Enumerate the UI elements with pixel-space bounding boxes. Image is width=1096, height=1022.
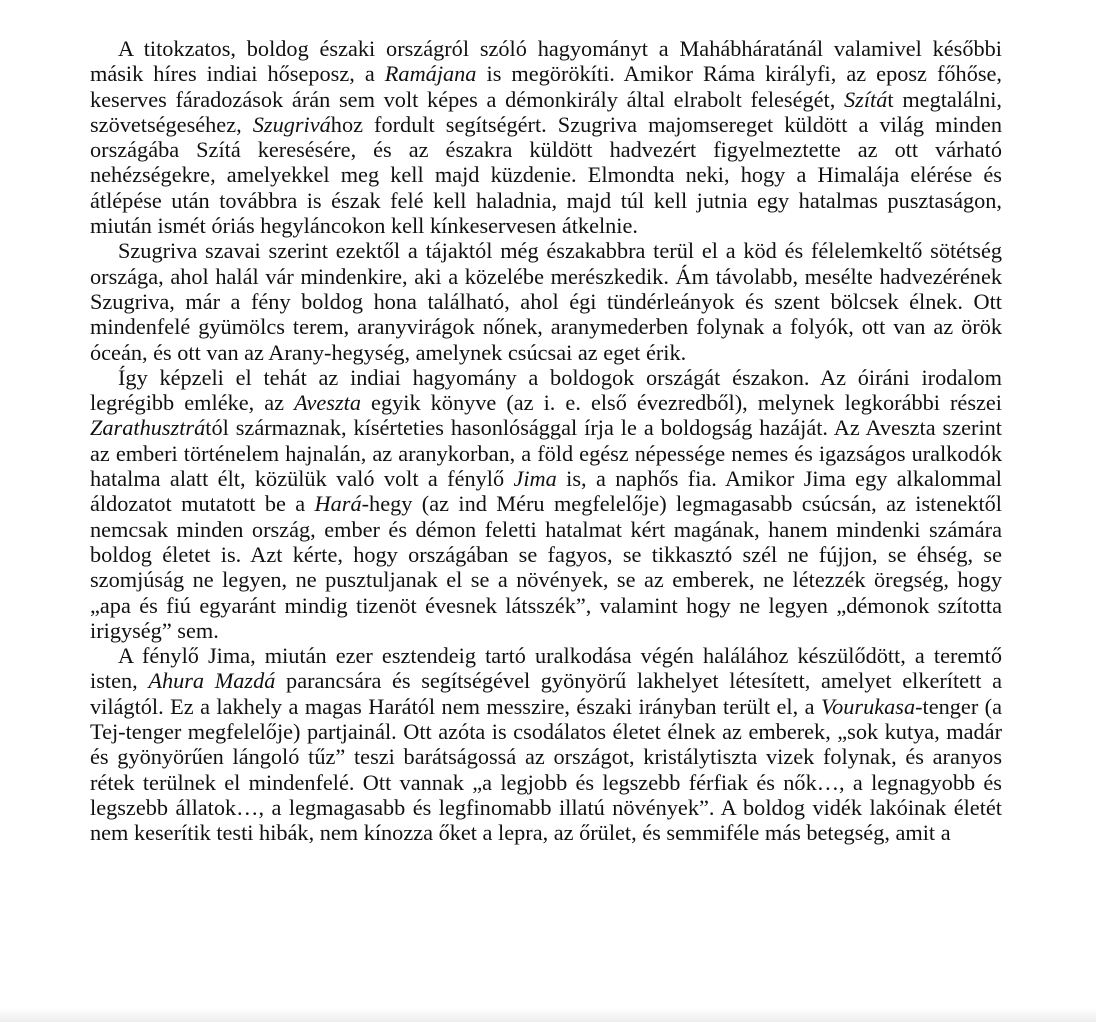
text-run: t megtalálni, szövetségeséhez, (90, 86, 1003, 137)
text-run: -hegy (az ind Méru megfelelője) legmagasabb csúcsán, az istenektől nemcsak minden ország, ember és démon feletti hatalmat kért magának, hanem mindenki számára boldog életet is. Azt kérte, hogy országában se fagyos, se tikkasztó szél ne fújjon, se éhség, se szomjúság ne legyen, ne pusztuljanak el se a növények, se az emberek, ne létezzék öregség, hogy „apa és fiú egyaránt mindig tizenöt évesnek látsszék”, valamint hogy ne legyen „démonok szította irigység” sem. (90, 491, 1002, 643)
italic-text-run: Ahura Mazdá (148, 668, 276, 694)
text-run: A titokzatos, boldog északi országról szóló hagyományt a Mahábháratánál valamivel későbbi másik híres indiai hőseposz, a (90, 36, 1002, 87)
text-run: parancsára és segítségével gyönyörű lakhelyet létesített, amelyet elkerített a világtól. Ez a lakhely a magas Harától nem messzire, északi irányban terült el, a (90, 668, 1002, 719)
text-run: Így képzeli el tehát az indiai hagyomány a boldogok országát északon. Az óiráni irodalom legrégibb emléke, az (90, 364, 1002, 416)
paragraph (90, 36, 1002, 238)
page-bottom-edge (0, 1008, 1096, 1022)
italic-text-run: Aveszta (294, 390, 361, 416)
italic-text-run: Vourukasa (820, 693, 916, 719)
text-run: tól származnak, kísérteties hasonlósággal írja le a boldogság hazáját. Az Aveszta szerint az emberi történelem hajnalán, az aranykorban, a föld egész népessége nemes és igazságos uralkodók hatalma alatt élt, közülük való volt a fénylő (90, 415, 1002, 492)
text-run: is, a naphős fia. Amikor Jima egy alkalommal áldozatot mutatott be a (90, 466, 1002, 517)
text-run: Szugriva szavai szerint ezektől a tájaktól még északabbra terül el a köd és félelemkeltő sötétség országa, ahol halál vár mindenkire, aki a közelébe merészkedik. Ám távolabb, mesélte hadvezérének Szugriva, már a fény boldog hona található, ahol égi tündérleányok és szent bölcsek élnek. Ott mindenfelé gyümölcs terem, aranyvirágok nőnek, aranymederben folynak a folyók, ott van az örök óceán, és ott van az Arany-hegység, amelynek csúcsai az eget érik. (90, 238, 1002, 365)
italic-text-run: Szugrivá (252, 111, 331, 137)
italic-text-run: Zarathusztrá (90, 415, 206, 441)
italic-text-run: Jima (513, 466, 557, 492)
paragraph (90, 643, 1002, 845)
text-run: egyik könyve (az i. e. első évezredből), melynek legkorábbi részei (361, 390, 1002, 416)
italic-text-run: Hará (314, 491, 362, 517)
paragraph (90, 238, 1002, 364)
italic-text-run: Ramájana (384, 61, 477, 87)
text-run: A fénylő Jima, miután ezer esztendeig tartó uralkodása végén halálához készülődött, a teremtő isten, (90, 643, 1002, 694)
text-run: hoz fordult segítségért. Szugriva majomsereget küldött a világ minden országába Szítá keresésére, és az északra küldött hadvezért figyelmeztette az ott várható nehézségekre, amelyekkel meg kell majd küzdenie. Elmondta neki, hogy a Himalája elérése és átlépése után továbbra is észak felé kell haladnia, majd túl kell jutnia egy hatalmas pusztaságon, miután ismét óriás hegyláncokon kell kínkeservesen átkelnie. (90, 111, 1002, 239)
italic-text-run: Szítá (844, 86, 888, 112)
text-run: is megörökíti. Amikor Ráma királyfi, az eposz főhőse, keserves fáradozások árán sem volt képes a démonkirály által elrabolt feleségét, (90, 61, 1002, 112)
document-page (90, 36, 1002, 846)
text-run: -tenger (a Tej-tenger megfelelője) partjainál. Ott azóta is csodálatos életet élnek az emberek, „sok kutya, madár és gyönyörűen lángoló tűz” teszi barátságossá az országot, kristálytiszta vizek folynak, és aranyos rétek terülnek el mindenfelé. Ott vannak „a legjobb és legszebb férfiak és nők…, a legnagyobb és legszebb állatok…, a legmagasabb és legfinomabb illatú növények”. A boldog vidék lakóinak életét nem keserítik testi hibák, nem kínozza őket a lepra, az őrület, és semmiféle más betegség, amit a (90, 693, 1003, 846)
paragraph (90, 365, 1002, 643)
